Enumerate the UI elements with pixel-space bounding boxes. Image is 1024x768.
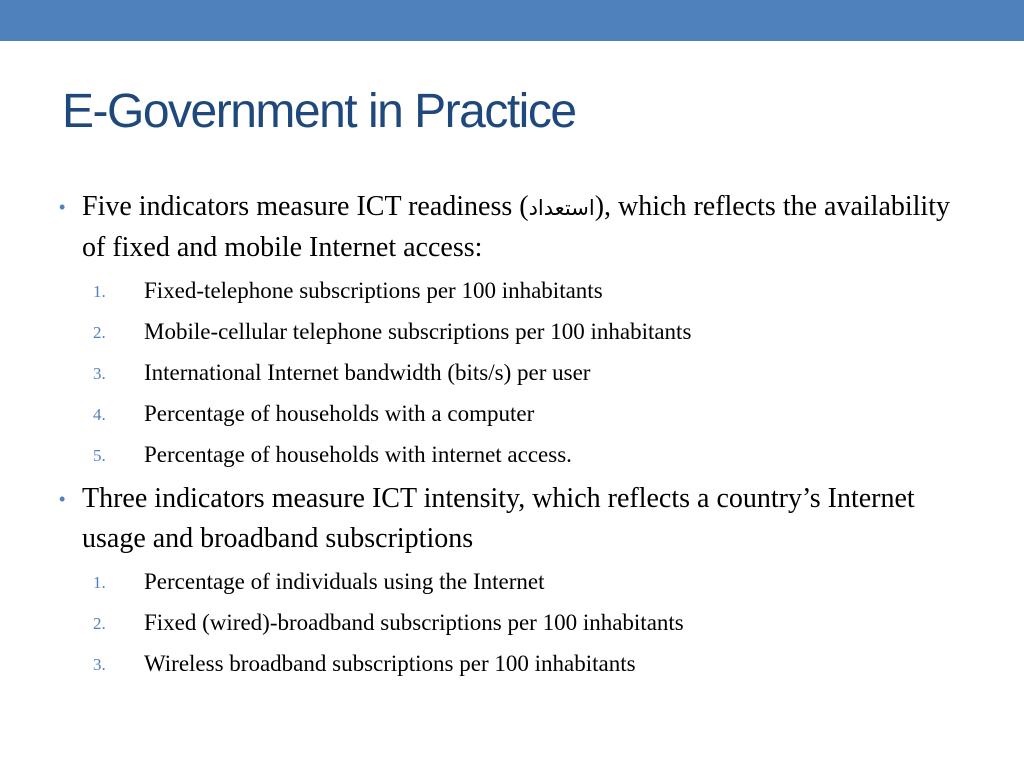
list-item xyxy=(0,270,1024,311)
list-item xyxy=(0,643,1024,684)
list-item xyxy=(0,352,1024,393)
list-item xyxy=(0,393,1024,434)
list-item-text: Wireless broadband subscriptions per 100 inhabitants xyxy=(144,651,636,676)
list-item xyxy=(0,434,1024,475)
bullet-dot-icon: • xyxy=(59,197,66,217)
list-item-text: Fixed (wired)-broadband subscriptions per 100 inhabitants xyxy=(144,610,684,635)
list-item-number: 4. xyxy=(93,405,106,424)
list-item-text: Mobile-cellular telephone subscriptions per 100 inhabitants xyxy=(144,319,692,344)
list-item-number: 2. xyxy=(93,323,106,342)
list-item-number: 3. xyxy=(93,655,106,674)
bullet-ict-readiness xyxy=(0,187,962,268)
list-item-text: Percentage of households with a computer xyxy=(144,401,535,426)
slide-title: E-Government in Practice xyxy=(62,85,576,138)
list-item-number: 3. xyxy=(93,364,106,383)
bullet-text: Three indicators measure ICT intensity, which reflects a country’s Internet usage and broadband subscriptions xyxy=(82,483,915,554)
list-item-text: Percentage of households with internet access. xyxy=(144,442,572,467)
list-item-text: Fixed-telephone subscriptions per 100 inhabitants xyxy=(144,278,603,303)
list-item xyxy=(0,561,1024,602)
list-item-text: International Internet bandwidth (bits/s) per user xyxy=(144,360,591,385)
list-item-number: 1. xyxy=(93,573,106,592)
bullet-ict-intensity xyxy=(0,479,962,559)
slide-content xyxy=(0,187,1024,688)
list-item-number: 5. xyxy=(93,446,106,465)
intensity-indicator-list xyxy=(0,561,1024,684)
list-item-text: Percentage of individuals using the Internet xyxy=(144,569,545,594)
list-item xyxy=(0,602,1024,643)
arabic-term: استعداد xyxy=(528,196,595,220)
list-item xyxy=(0,311,1024,352)
bullet-text-part: Five indicators measure ICT readiness ( xyxy=(82,191,529,222)
list-item-number: 1. xyxy=(93,282,106,301)
bullet-text-part: ), which reflects the availability of fixed and mobile Internet access: xyxy=(82,191,950,263)
bullet-dot-icon: • xyxy=(59,489,66,509)
list-item-number: 2. xyxy=(93,614,106,633)
readiness-indicator-list xyxy=(0,270,1024,475)
header-accent-band xyxy=(0,0,1024,41)
